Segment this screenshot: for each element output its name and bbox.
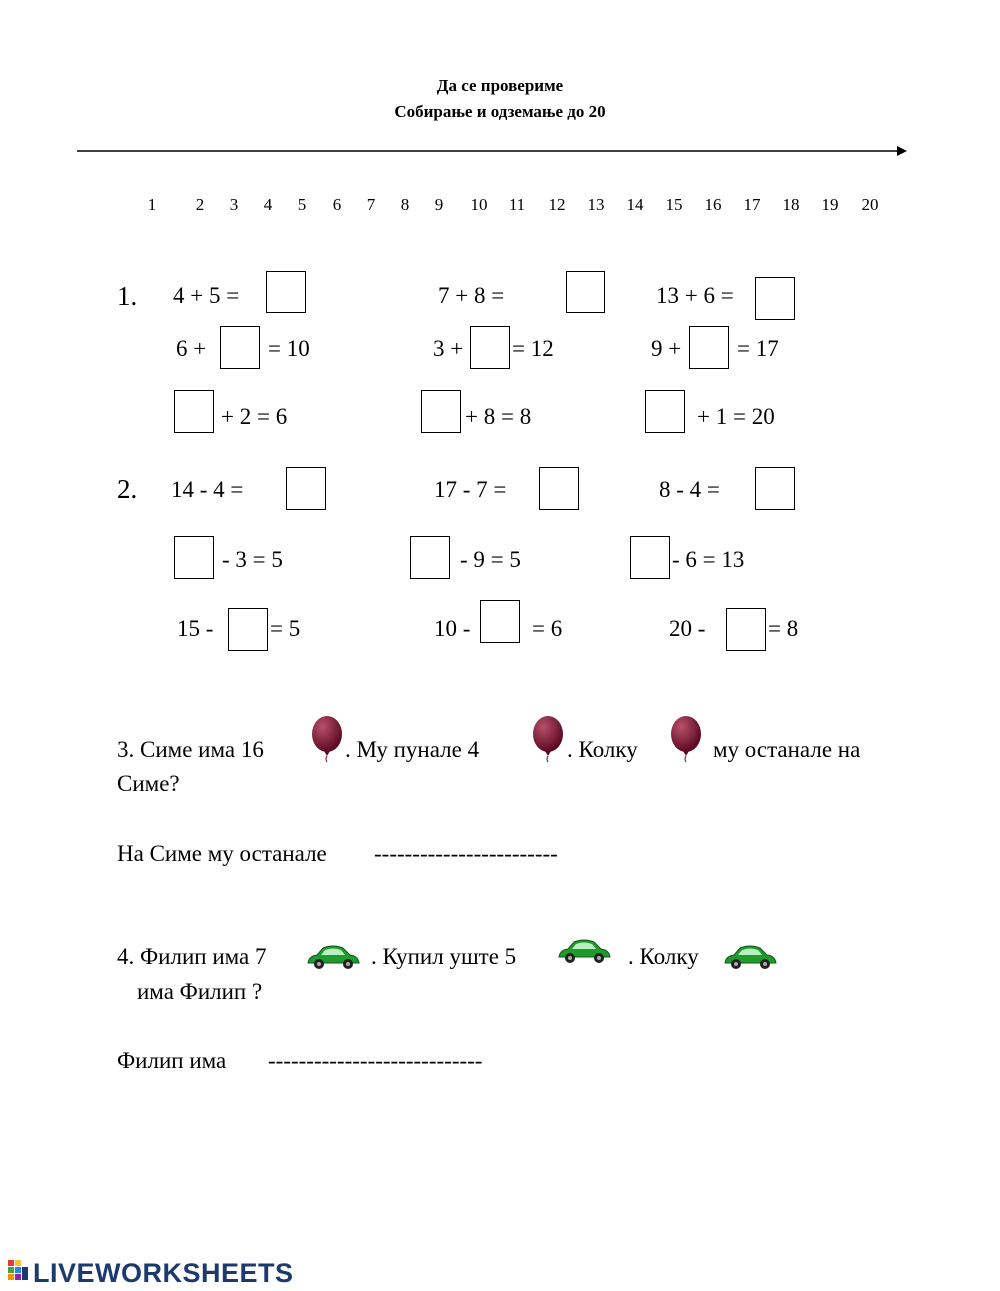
- number-line-tick: 19: [821, 195, 839, 214]
- page-subtitle: Собирање и одземање до 20: [394, 102, 606, 121]
- answer-box[interactable]: [726, 608, 766, 651]
- task2-r2-eq2: - 9 = 5: [460, 547, 521, 572]
- number-line-tick: 15: [665, 195, 683, 214]
- liveworksheets-logo: [8, 1258, 294, 1288]
- task1-r1-eq2: 7 + 8 =: [438, 283, 505, 308]
- task1-r3-eq3: + 1 = 20: [697, 404, 775, 429]
- number-line-tick: 10: [470, 195, 488, 214]
- balloon-icon: [309, 715, 345, 763]
- task2-r3-eq1-before: 15 -: [177, 616, 214, 641]
- task1-r3-eq2: + 8 = 8: [465, 404, 532, 429]
- task1-r2-eq2-before: 3 +: [433, 336, 464, 361]
- number-line-tick: 14: [626, 195, 644, 214]
- number-line-tick: 13: [587, 195, 605, 214]
- task1-r2-eq1-before: 6 +: [176, 336, 207, 361]
- task3-answer-line[interactable]: ------------------------: [374, 841, 558, 866]
- number-line-tick: 7: [366, 195, 376, 214]
- answer-box[interactable]: [228, 608, 268, 651]
- number-line-tick: 8: [400, 195, 410, 214]
- page-title: Да се провериме: [436, 76, 564, 95]
- answer-box[interactable]: [689, 326, 729, 369]
- answer-box[interactable]: [539, 467, 579, 510]
- car-icon: [556, 938, 612, 966]
- logo-blocks-icon: [8, 1260, 30, 1286]
- answer-box[interactable]: [220, 326, 260, 369]
- task3-text-3: . Колку: [567, 737, 638, 762]
- task2-r3-eq3-before: 20 -: [669, 616, 706, 641]
- balloon-icon: [668, 715, 704, 763]
- number-line-tick: 16: [704, 195, 722, 214]
- task1-r2-eq1-after: = 10: [268, 336, 310, 361]
- task4-text-3: . Колку: [628, 944, 699, 969]
- answer-box[interactable]: [470, 326, 510, 369]
- answer-box[interactable]: [630, 536, 670, 579]
- number-line-arrow: [75, 144, 910, 158]
- task3-text-2: . Му пунале 4: [345, 737, 480, 762]
- number-line-tick: 3: [229, 195, 239, 214]
- task2-r3-eq1-after: = 5: [270, 616, 301, 641]
- number-line-tick: 12: [548, 195, 566, 214]
- number-line-tick: 6: [332, 195, 342, 214]
- task4-text-4: има Филип ?: [137, 979, 263, 1004]
- number-line-tick: 2: [195, 195, 205, 214]
- answer-box[interactable]: [174, 536, 214, 579]
- answer-box[interactable]: [755, 277, 795, 320]
- task1-r1-eq3: 13 + 6 =: [656, 283, 734, 308]
- task2-r3-eq2-before: 10 -: [434, 616, 471, 641]
- task2-r2-eq1: - 3 = 5: [222, 547, 283, 572]
- task3-text-5: Симе?: [117, 771, 180, 796]
- task3-text-1: 3. Симе има 16: [117, 737, 264, 762]
- car-icon: [305, 944, 361, 972]
- task1-number: 1.: [117, 281, 138, 311]
- task1-r2-eq2-after: = 12: [512, 336, 554, 361]
- number-line-tick: 17: [743, 195, 761, 214]
- task1-r1-eq1: 4 + 5 =: [173, 283, 240, 308]
- task4-text-2: . Купил уште 5: [371, 944, 517, 969]
- answer-box[interactable]: [645, 390, 685, 433]
- task2-number: 2.: [117, 474, 138, 504]
- task4-text-1: 4. Филип има 7: [117, 944, 267, 969]
- answer-box[interactable]: [480, 600, 520, 643]
- answer-box[interactable]: [286, 467, 326, 510]
- task1-r3-eq1: + 2 = 6: [221, 404, 288, 429]
- task4-answer-label: Филип има: [117, 1048, 227, 1073]
- answer-box[interactable]: [410, 536, 450, 579]
- task3-text-4: му останале на: [713, 737, 861, 762]
- task2-r1-eq2: 17 - 7 =: [434, 477, 507, 502]
- task2-r3-eq2-after: = 6: [532, 616, 563, 641]
- number-line-tick: 1: [147, 195, 157, 214]
- number-line-tick: 18: [782, 195, 800, 214]
- balloon-icon: [530, 715, 566, 763]
- number-line-tick: 20: [861, 195, 879, 214]
- number-line-tick: 4: [263, 195, 273, 214]
- number-line-tick: 11: [508, 195, 526, 214]
- logo-text: LIVEWORKSHEETS: [33, 1257, 294, 1288]
- task4-answer-line[interactable]: ----------------------------: [268, 1048, 483, 1073]
- answer-box[interactable]: [566, 271, 605, 313]
- answer-box[interactable]: [421, 390, 461, 433]
- task1-r2-eq3-after: = 17: [737, 336, 779, 361]
- car-icon: [722, 944, 778, 972]
- task1-r2-eq3-before: 9 +: [651, 336, 682, 361]
- number-line-tick: 9: [434, 195, 444, 214]
- task2-r3-eq3-after: = 8: [768, 616, 799, 641]
- answer-box[interactable]: [174, 390, 214, 433]
- number-line-tick: 5: [297, 195, 307, 214]
- task3-answer-label: На Симе му останале: [117, 841, 327, 866]
- task2-r1-eq3: 8 - 4 =: [659, 477, 720, 502]
- task2-r2-eq3: - 6 = 13: [672, 547, 745, 572]
- answer-box[interactable]: [266, 271, 306, 313]
- task2-r1-eq1: 14 - 4 =: [171, 477, 244, 502]
- answer-box[interactable]: [755, 467, 795, 510]
